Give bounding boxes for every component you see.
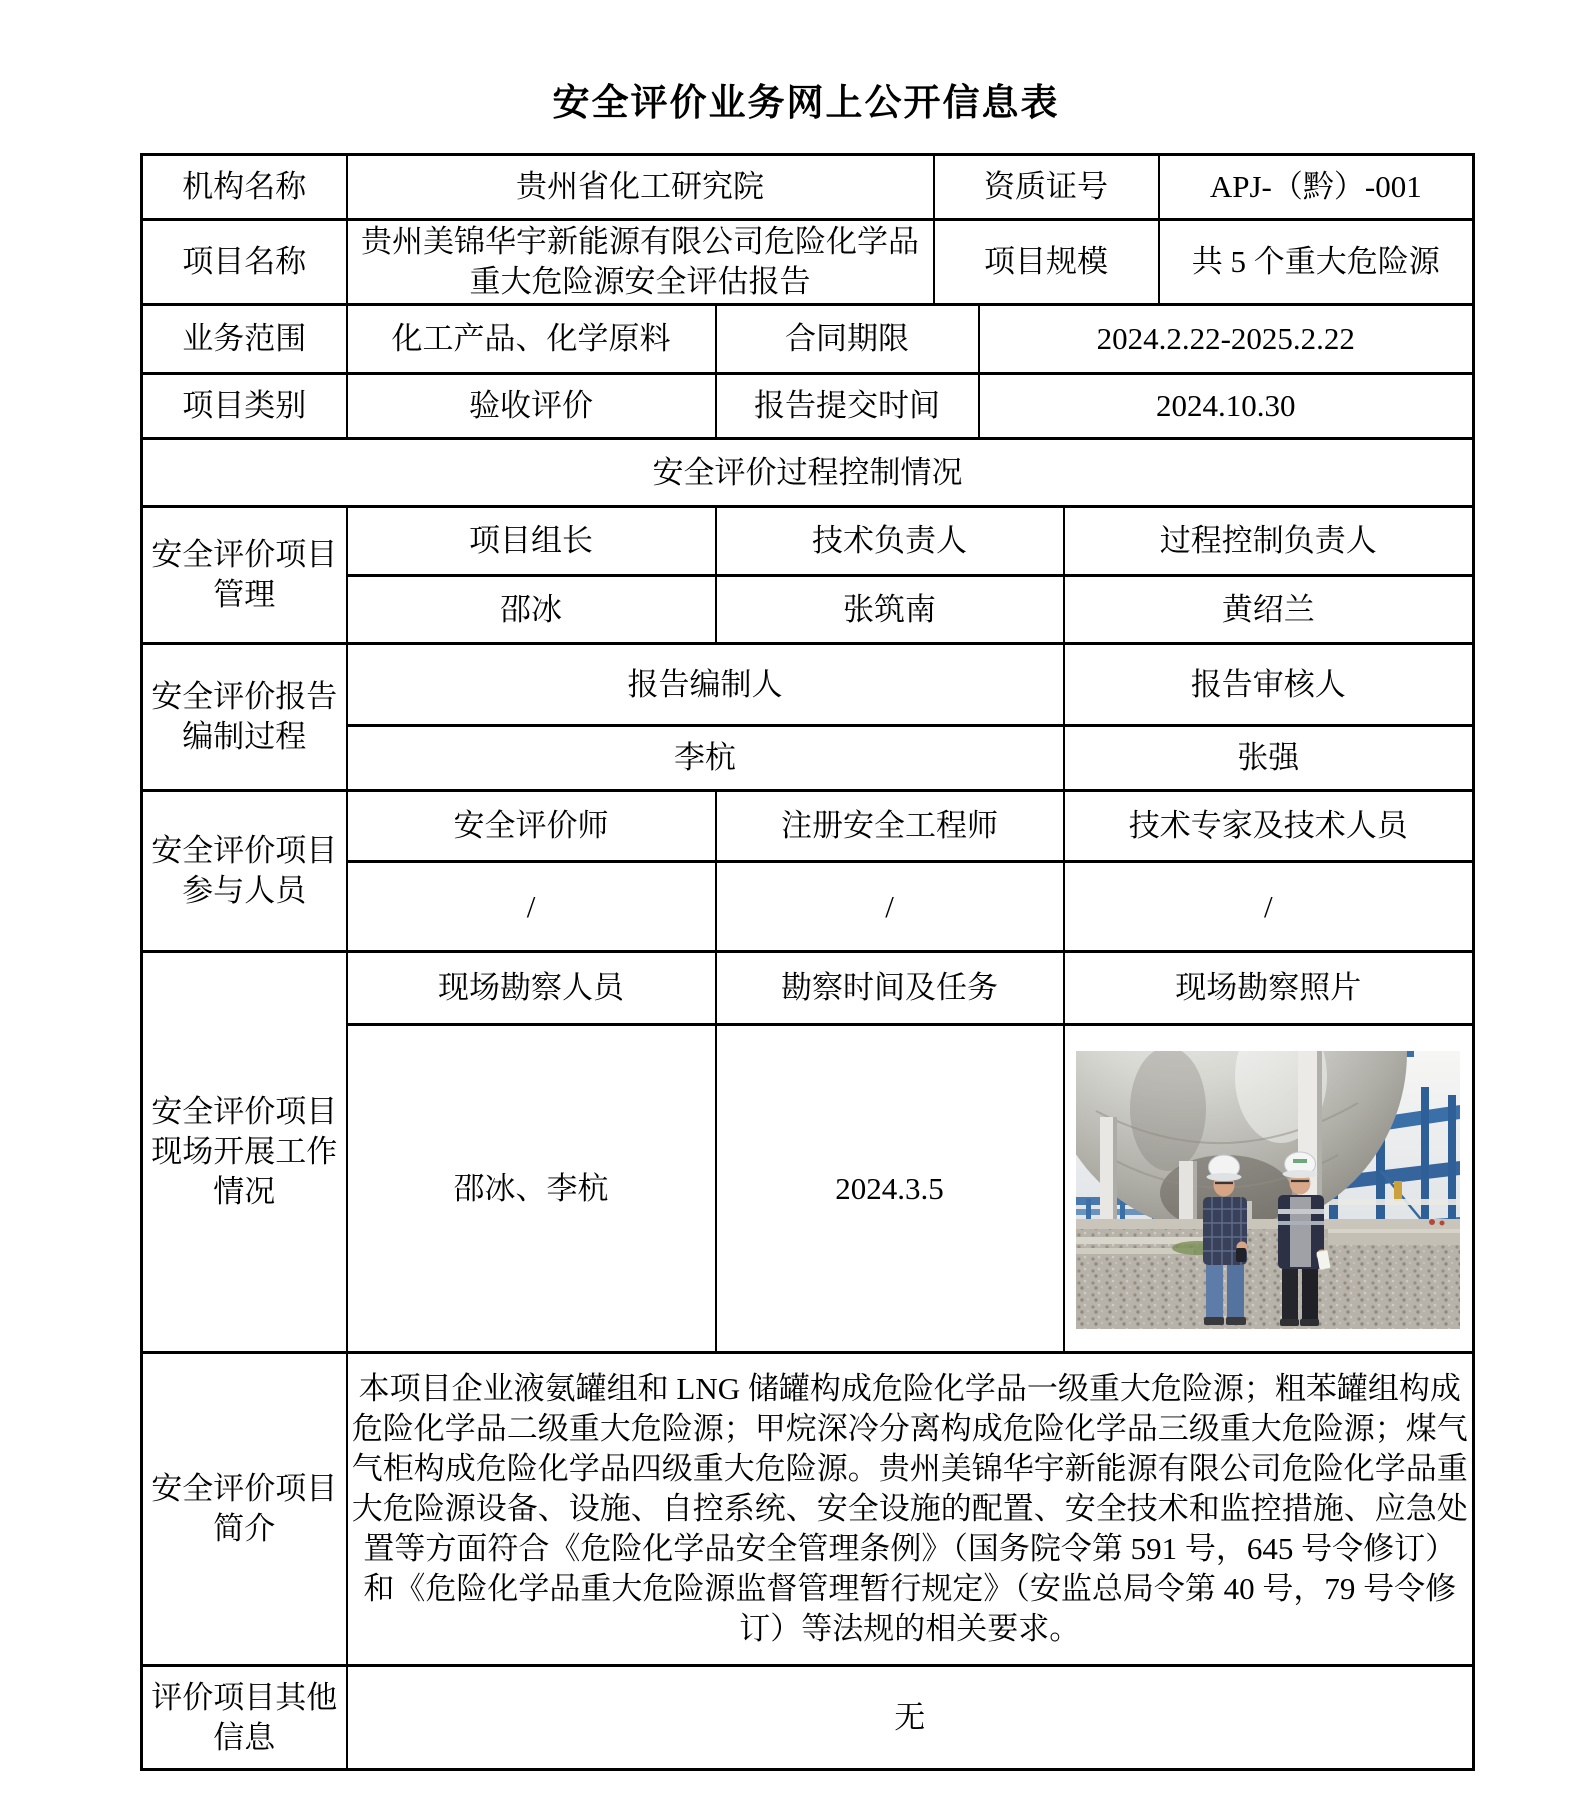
process-section-title-cell: 安全评价过程控制情况 [142, 439, 1474, 507]
scope-label-cell: 业务范围 [142, 305, 347, 374]
other-label-cell: 评价项目其他信息 [142, 1666, 347, 1770]
photo-ground [1076, 1219, 1460, 1329]
participants-value-engineer: / [716, 862, 1064, 952]
table-row [142, 305, 1474, 374]
table-row [142, 439, 1474, 507]
management-value-control: 黄绍兰 [1064, 576, 1474, 644]
participants-label-cell: 安全评价项目参与人员 [142, 791, 347, 952]
summary-label-cell: 安全评价项目简介 [142, 1353, 347, 1666]
management-header-tech: 技术负责人 [716, 507, 1064, 576]
org-label-cell: 机构名称 [142, 155, 347, 220]
cert-label-cell: 资质证号 [934, 155, 1159, 220]
site-survey-photo [1076, 1051, 1460, 1329]
scope-value-cell: 化工产品、化学原料 [347, 305, 716, 374]
category-value-cell: 验收评价 [347, 374, 716, 439]
participants-header-assessor: 安全评价师 [347, 791, 716, 862]
report-header-reviewer: 报告审核人 [1064, 644, 1474, 726]
info-table [140, 153, 1475, 1771]
management-header-leader: 项目组长 [347, 507, 716, 576]
report-header-compiler: 报告编制人 [347, 644, 1064, 726]
other-value-cell: 无 [347, 1666, 1474, 1770]
contract-value-cell: 2024.2.22-2025.2.22 [979, 305, 1474, 374]
report-value-compiler: 李杭 [347, 726, 1064, 791]
scale-value-cell: 共 5 个重大危险源 [1159, 220, 1474, 305]
table-row [142, 374, 1474, 439]
submit-label-cell: 报告提交时间 [716, 374, 979, 439]
site-header-time: 勘察时间及任务 [716, 952, 1064, 1025]
table-row [142, 644, 1474, 726]
table-row [142, 155, 1474, 220]
table-row [142, 507, 1474, 576]
submit-value-cell: 2024.10.30 [979, 374, 1474, 439]
project-value-cell: 贵州美锦华宇新能源有限公司危险化学品重大危险源安全评估报告 [347, 220, 934, 305]
project-label-cell: 项目名称 [142, 220, 347, 305]
table-row [142, 220, 1474, 305]
scale-label-cell: 项目规模 [934, 220, 1159, 305]
table-row [142, 1666, 1474, 1770]
table-row [142, 952, 1474, 1025]
management-value-leader: 邵冰 [347, 576, 716, 644]
site-label-cell: 安全评价项目现场开展工作情况 [142, 952, 347, 1353]
site-header-personnel: 现场勘察人员 [347, 952, 716, 1025]
site-date-cell: 2024.3.5 [716, 1025, 1064, 1353]
page-title: 安全评价业务网上公开信息表 [552, 82, 1060, 123]
management-label-cell: 安全评价项目管理 [142, 507, 347, 644]
table-row [142, 791, 1474, 862]
org-value-cell: 贵州省化工研究院 [347, 155, 934, 220]
participants-value-expert: / [1064, 862, 1474, 952]
participants-header-engineer: 注册安全工程师 [716, 791, 1064, 862]
site-personnel-cell: 邵冰、李杭 [347, 1025, 716, 1353]
management-value-tech: 张筑南 [716, 576, 1064, 644]
table-row [142, 1353, 1474, 1666]
report-label-cell: 安全评价报告编制过程 [142, 644, 347, 791]
site-photo-cell [1064, 1025, 1474, 1353]
site-header-photo: 现场勘察照片 [1064, 952, 1474, 1025]
management-header-control: 过程控制负责人 [1064, 507, 1474, 576]
category-label-cell: 项目类别 [142, 374, 347, 439]
participants-value-assessor: / [347, 862, 716, 952]
summary-text-cell: 本项目企业液氨罐组和 LNG 储罐构成危险化学品一级重大危险源；粗苯罐组构成危险化学品二级重大危险源；甲烷深冷分离构成危险化学品三级重大危险源；煤气气柜构成危险化学品四级重大危险源。贵州美锦华宇新能源有限公司危险化学品重大危险源设备、设施、自控系统、安全设施的配置、安全技术和监控措施、应急处置等方面符合《危险化学品安全管理条例》（国务院令第 591 号，645 号令修订）和《危险化学品重大危险源监督管理暂行规定》（安监总局令第 40 号，79 号令修订）等法规的相关要求。 [347, 1353, 1474, 1666]
report-value-reviewer: 张强 [1064, 726, 1474, 791]
contract-label-cell: 合同期限 [716, 305, 979, 374]
cert-value-cell: APJ-（黔）-001 [1159, 155, 1474, 220]
participants-header-expert: 技术专家及技术人员 [1064, 791, 1474, 862]
